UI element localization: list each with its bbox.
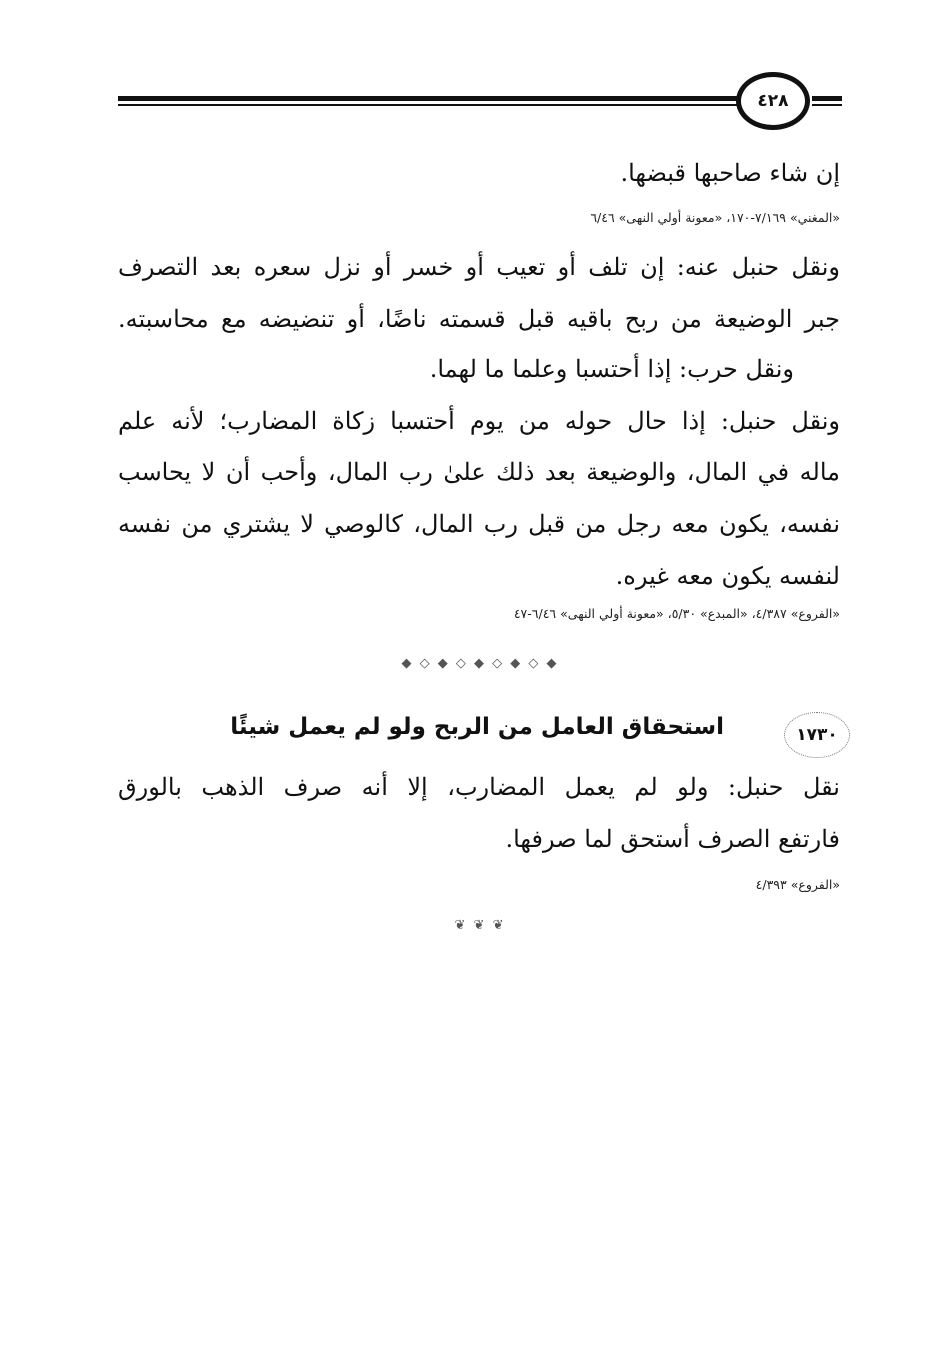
text-line: ماله في المال، والوضيعة بعد ذلك علىٰ رب المال، وأحب أن لا يحاسب: [118, 458, 840, 486]
section-heading: استحقاق العامل من الربح ولو لم يعمل شيئًا: [230, 714, 724, 740]
text-line: ونقل حنبل: إذا حال حوله من يوم أحتسبا زكاة المضارب؛ لأنه علم: [118, 407, 840, 435]
text-line: فارتفع الصرف أستحق لما صرفها.: [505, 825, 840, 853]
text-line: نفسه، يكون معه رجل من قبل رب المال، كالوصي لا يشتري من نفسه: [118, 510, 840, 538]
text-line: ونقل حنبل عنه: إن تلف أو تعيب أو خسر أو نزل سعره بعد التصرف: [118, 253, 840, 281]
header-rule-thin: [118, 104, 738, 106]
text-line: ونقل حرب: إذا أحتسبا وعلما ما لهما.: [429, 355, 794, 383]
header-rule-tail: [812, 96, 842, 101]
ornament-divider: ❦ ❦ ❦: [454, 918, 506, 933]
text-line: لنفسه يكون معه غيره.: [615, 562, 840, 590]
text-line: نقل حنبل: ولو لم يعمل المضارب، إلا أنه صرف الذهب بالورق: [118, 773, 840, 801]
entry-number-badge: ١٧٣٠: [784, 712, 850, 758]
citation: «المغني» ٧/١٦٩-١٧٠، «معونة أولي النهى» ٦/٤٦: [590, 210, 840, 225]
citation: «الفروع» ٤/٣٩٣: [755, 877, 840, 892]
header-rule: [118, 96, 738, 101]
ornament-divider: ◆ ◇ ◆ ◇ ◆ ◇ ◆ ◇ ◆: [401, 656, 559, 671]
citation: «الفروع» ٤/٣٨٧، «المبدع» ٥/٣٠، «معونة أولي النهى» ٦/٤٦-٤٧: [513, 606, 840, 621]
header-rule-tail-thin: [812, 104, 842, 106]
text-line: جبر الوضيعة من ربح باقيه قبل قسمته ناضًا، أو تنضيضه مع محاسبته.: [118, 305, 840, 333]
page-number: ٤٢٨: [736, 72, 810, 130]
text-line: إن شاء صاحبها قبضها.: [620, 159, 840, 187]
